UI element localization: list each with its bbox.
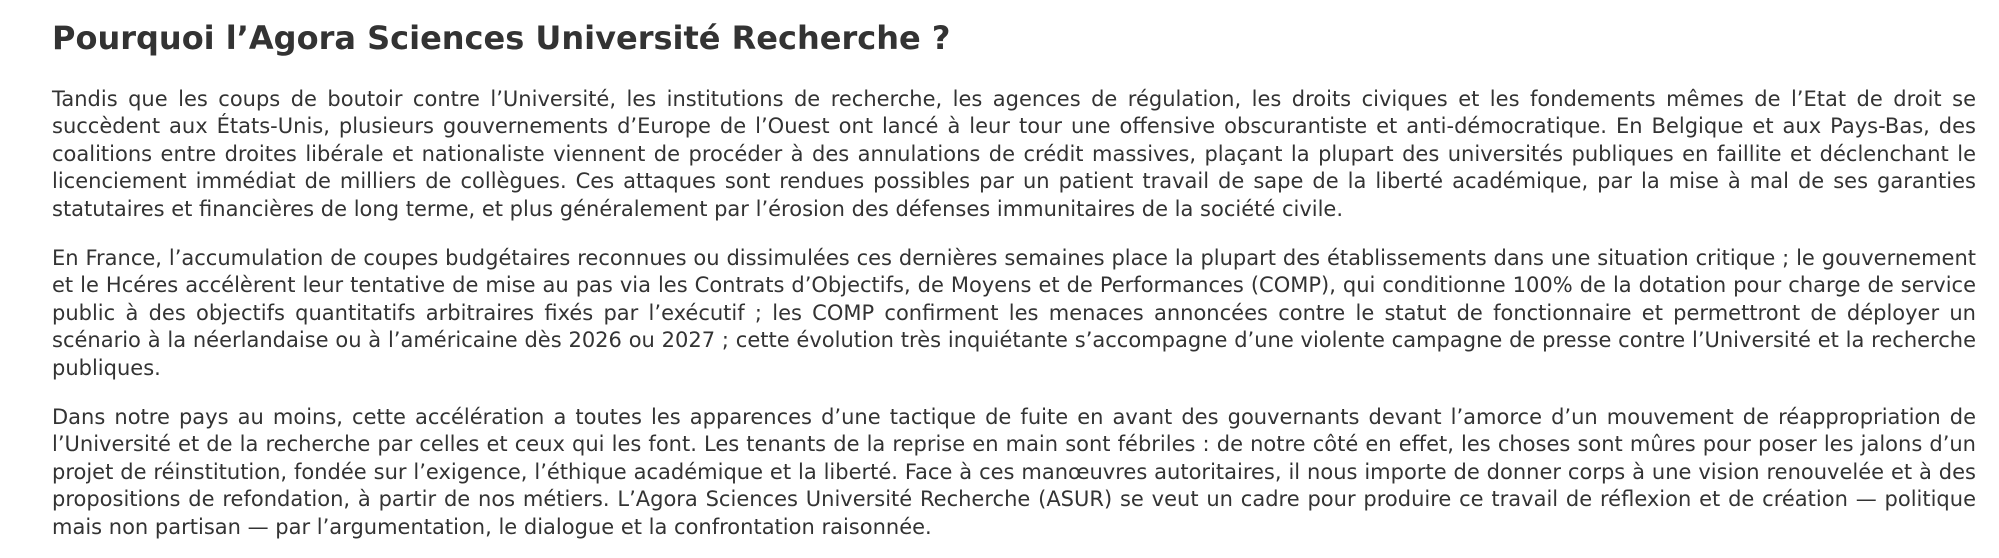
paragraph-1: Tandis que les coups de boutoir contre l’Université, les institutions de recherche, les agences de régulation, les droits civiques et les fondements mêmes de l’Etat de droit se succèdent aux États-Unis, plusieurs gouvernements d’Europe de l’Ouest ont lancé à leur tour une offensive obscurantiste et anti-démocratique. En Belgique et aux Pays-Bas, des coalitions entre droites libérale et nationaliste viennent de procéder à des annulations de crédit massives, plaçant la plupart des universités publiques en faillite et déclenchant le licenciement immédiat de milliers de collègues. Ces attaques sont rendues possibles par un patient travail de sape de la liberté académique, par la mise à mal de ses garanties statutaires et financières de long terme, et plus généralement par l’érosion des défenses immunitaires de la société civile. (52, 87, 1976, 221)
paragraph-2: En France, l’accumulation de coupes budgétaires reconnues ou dissimulées ces dernières semaines place la plupart des établissements dans une situation critique ; le gouvernement et le Hcéres accélèrent leur tentative de mise au pas via les Contrats d’Objectifs, de Moyens et de Performances (COMP), qui conditionne 100% de la dotation pour charge de service public à des objectifs quantitatifs arbitraires fixés par l’exécutif ; les COMP confirment les menaces annoncées contre le statut de fonctionnaire et permettront de déployer un scénario à la néerlandaise ou à l’américaine dès 2026 ou 2027 ; cette évolution très inquiétante s’accompagne d’une violente campagne de presse contre l’Université et la recherche publiques. (52, 246, 1976, 380)
page-title: Pourquoi l’Agora Sciences Université Recherche ? (52, 19, 951, 57)
paragraph-3: Dans notre pays au moins, cette accélération a toutes les apparences d’une tactique de fuite en avant des gouvernants devant l’amorce d’un mouvement de réappropriation de l’Université et de la recherche par celles et ceux qui les font. Les tenants de la reprise en main sont fébriles : de notre côté en effet, les choses sont mûres pour poser les jalons d’un projet de réinstitution, fondée sur l’exigence, l’éthique académique et la liberté. Face à ces manœuvres autoritaires, il nous importe de donner corps à une vision renouvelée et à des propositions de refondation, à partir de nos métiers. L’Agora Sciences Université Recherche (ASUR) se veut un cadre pour produire ce travail de réflexion et de création — politique mais non partisan — par l’argumentation, le dialogue et la confrontation raisonnée. (52, 405, 1976, 539)
